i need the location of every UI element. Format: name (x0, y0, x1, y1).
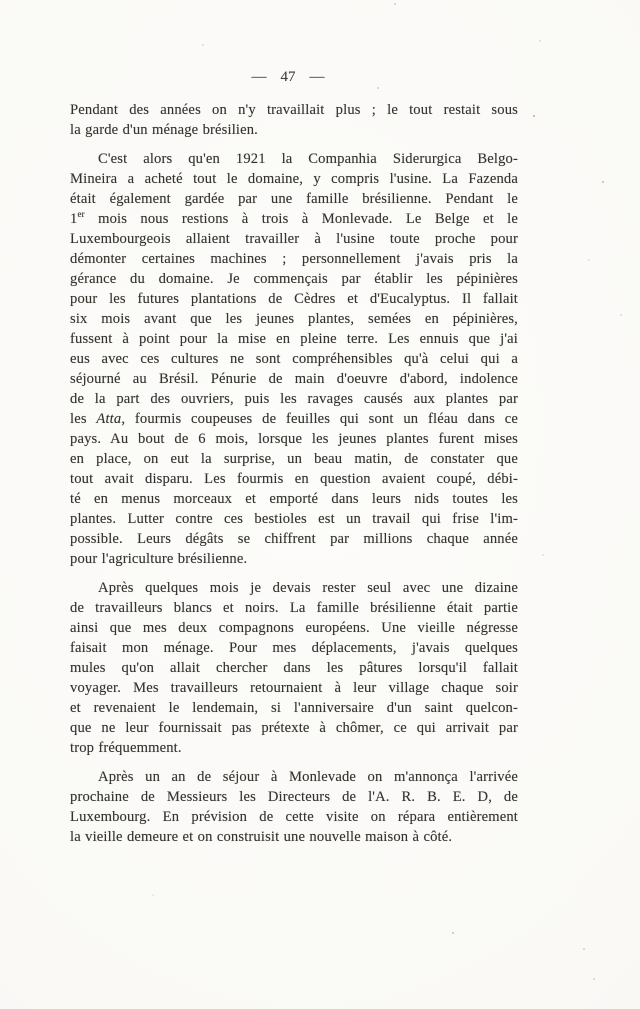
text-segment: mules qu'on allait chercher dans les pâtures lorsqu'il fallait (70, 660, 518, 676)
text-line (70, 529, 518, 549)
text-segment: séjourné au Brésil. Pénurie de main d'oeuvre d'abord, indolence (70, 371, 518, 387)
text-segment: eus avec ces cultures ne sont compréhensibles qu'à celui qui a (70, 351, 518, 367)
text-segment: démonter certaines machines ; personnellement j'avais pris la (70, 251, 518, 267)
text-line (70, 249, 518, 269)
text-segment: de travailleurs blancs et noirs. La famille brésilienne était partie (70, 600, 518, 616)
paragraph-3 (70, 578, 518, 758)
text-line (70, 638, 518, 658)
text-segment: ainsi que mes deux compagnons européens. Une vieille négresse (70, 620, 518, 636)
text-segment: en place, on eut la surprise, un beau matin, de constater que (70, 451, 518, 467)
text-segment: la vieille demeure et on construisit une nouvelle maison à côté. (70, 829, 453, 845)
page-number: 47 (280, 69, 296, 85)
text-segment: les (70, 411, 97, 427)
page-body-text (70, 100, 518, 847)
text-line (70, 329, 518, 349)
text-line (70, 149, 518, 169)
paragraph-4 (70, 767, 518, 847)
text-segment: était également gardée par une famille brésilienne. Pendant le (70, 191, 518, 207)
text-segment: six mois avant que les jeunes plantes, semées en pépinières, (70, 311, 518, 327)
text-line (70, 807, 518, 827)
text-segment: trop fréquemment. (70, 740, 182, 756)
header-right-dash: — (309, 69, 325, 85)
text-line (70, 509, 518, 529)
text-line (70, 787, 518, 807)
text-line (70, 269, 518, 289)
paragraph-2 (70, 149, 518, 569)
text-segment: tout avait disparu. Les fourmis en question avaient coupé, débi- (70, 471, 518, 487)
text-segment: fussent à point pour la mise en pleine terre. Les ennuis que j'ai (70, 331, 518, 347)
text-segment: pays. Au bout de 6 mois, lorsque les jeunes plantes furent mises (70, 431, 518, 447)
text-segment: et revenaient le lendemain, si l'anniversaire d'un saint quelcon- (70, 700, 518, 716)
text-segment: 1 (70, 211, 78, 227)
text-segment: plantes. Lutter contre ces bestioles est un travail qui frise l'im- (70, 511, 518, 527)
text-line (70, 409, 518, 429)
text-segment: Après un an de séjour à Monlevade on m'annonça l'arrivée (98, 769, 518, 785)
text-line (70, 618, 518, 638)
text-line (70, 389, 518, 409)
text-line (70, 678, 518, 698)
text-segment: pour l'agriculture brésilienne. (70, 551, 248, 567)
text-segment: Luxembourgeois allaient travailler à l'usine toute proche pour (70, 231, 518, 247)
header-left-dash: — (251, 69, 267, 85)
text-line (70, 169, 518, 189)
text-line (70, 598, 518, 618)
text-line (70, 369, 518, 389)
text-line (70, 449, 518, 469)
sup-segment: er (77, 209, 85, 220)
paragraph-1 (70, 100, 518, 140)
text-segment: que ne leur fournissait pas prétexte à chômer, ce qui arrivait par (70, 720, 518, 736)
text-line (70, 698, 518, 718)
text-segment: Pendant des années on n'y travaillait plus ; le tout restait sous (70, 102, 518, 118)
text-line (70, 658, 518, 678)
text-segment: , fourmis coupeuses de feuilles qui sont un fléau dans ce (121, 411, 518, 427)
text-line (70, 120, 518, 140)
text-segment: té en menus morceaux et emporté dans leurs nids toutes les (70, 491, 518, 507)
text-line (70, 549, 518, 569)
text-segment: C'est alors qu'en 1921 la Companhia Siderurgica Belgo- (98, 151, 518, 167)
text-segment: Luxembourg. En prévision de cette visite on répara entièrement (70, 809, 518, 825)
text-segment: Après quelques mois je devais rester seul avec une dizaine (98, 580, 518, 596)
text-segment: prochaine de Messieurs les Directeurs de l'A. R. B. E. D, de (70, 789, 518, 805)
text-line (70, 289, 518, 309)
text-segment: Mineira a acheté tout le domaine, y compris l'usine. La Fazenda (70, 171, 518, 187)
text-line (70, 738, 518, 758)
text-segment: pour les futures plantations de Cèdres et d'Eucalyptus. Il fallait (70, 291, 518, 307)
text-line (70, 469, 518, 489)
text-segment: voyager. Mes travailleurs retournaient à leur village chaque soir (70, 680, 518, 696)
text-line (70, 309, 518, 329)
text-line (70, 349, 518, 369)
text-line (70, 229, 518, 249)
text-line (70, 209, 518, 229)
text-line (70, 718, 518, 738)
text-line (70, 827, 518, 847)
text-line (70, 578, 518, 598)
text-line (70, 767, 518, 787)
text-line (70, 489, 518, 509)
scan-speckles (0, 0, 2, 2)
text-segment: faisait mon ménage. Pour mes déplacements, j'avais quelques (70, 640, 518, 656)
italic-segment: Atta (96, 411, 122, 427)
text-segment: la garde d'un ménage brésilien. (70, 122, 258, 138)
text-line (70, 100, 518, 120)
text-segment: possible. Leurs dégâts se chiffrent par millions chaque année (70, 531, 518, 547)
text-segment: mois nous restions à trois à Monlevade. Le Belge et le (84, 211, 518, 227)
text-segment: gérance du domaine. Je commençais par établir les pépinières (70, 271, 518, 287)
page-header (64, 69, 512, 86)
text-line (70, 189, 518, 209)
text-segment: de la part des ouvriers, puis les ravages causés aux plantes par (70, 391, 518, 407)
text-line (70, 429, 518, 449)
